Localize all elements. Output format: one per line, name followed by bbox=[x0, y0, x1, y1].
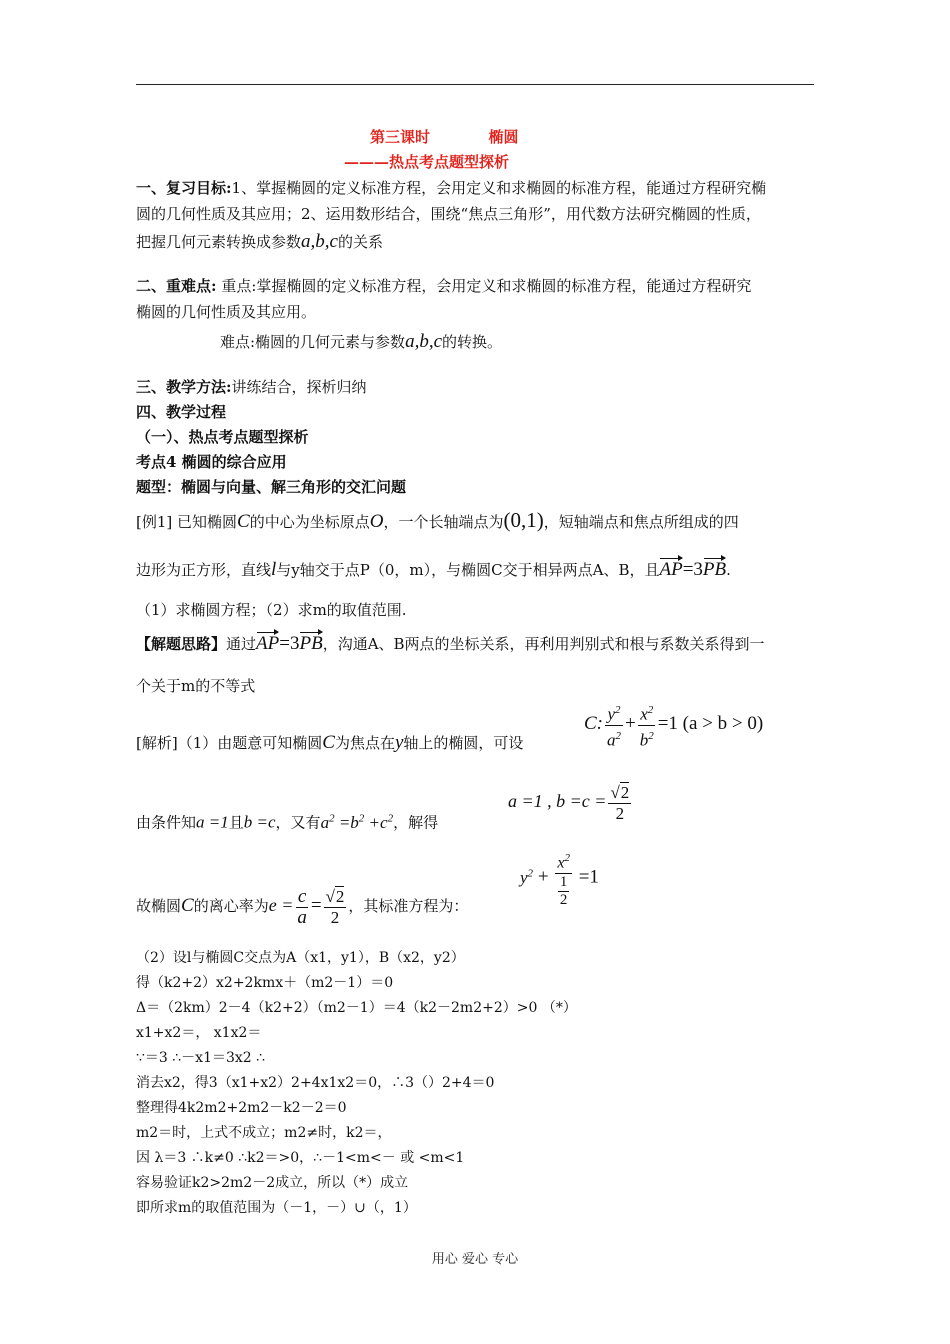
vector-PB-2: PB bbox=[299, 633, 323, 654]
thinking-label: 【解题思路】 bbox=[136, 635, 227, 653]
section2-text-3b: 的转换。 bbox=[442, 333, 503, 351]
part2-line: 容易验证k2>2m2－2成立，所以（*）成立 bbox=[136, 1175, 409, 1191]
eq-c-condition: =1 (a > b > 0) bbox=[657, 713, 764, 735]
part2-line: 得（k2+2）x2+2kmx＋（m2－1）＝0 bbox=[136, 975, 394, 991]
example-text-f: 与y轴交于点P（0，m），与椭圆C交于相异两点A、B，且 bbox=[276, 561, 660, 579]
param-abc-2: a,b,c bbox=[405, 331, 442, 352]
solution-text-c: 轴上的椭圆，可设 bbox=[403, 734, 524, 752]
frac-sqrt2-2-b: $\frac{√2}{2}$ bbox=[325, 886, 345, 927]
section2-text-3: 难点:椭圆的几何元素与参数 bbox=[220, 333, 406, 351]
param-abc: a,b,c bbox=[301, 231, 338, 252]
section2-text-1: 重点:掌握椭圆的定义标准方程，会用定义和求椭圆的标准方程，能通过方程研究 bbox=[221, 277, 752, 295]
section4-sub2: 考点4 椭圆的综合应用 bbox=[136, 453, 287, 471]
part2-line: 消去x2，得3（x1+x2）2+4x1x2＝0，∴3（）2+4＝0 bbox=[136, 1075, 495, 1091]
symbol-l: l bbox=[271, 559, 277, 580]
part2-line: 因 λ＝3 ∴k≠0 ∴k2＝>0，∴－1<m<－ 或 <m<1 bbox=[136, 1150, 465, 1166]
result-abc bbox=[508, 778, 633, 825]
part2-line: Δ＝（2km）2－4（k2+2）（m2－1）＝4（k2－2m2+2）>0 （*） bbox=[136, 1000, 577, 1016]
solution-text-e: 且 bbox=[228, 813, 244, 832]
page-footer: 用心 爱心 专心 bbox=[431, 1252, 519, 1267]
frac-c-a: $\frac{c}{a}$ bbox=[297, 885, 307, 928]
thinking-pre: 通过 bbox=[226, 635, 257, 653]
section1-label: 一、复习目标: bbox=[136, 179, 232, 197]
symbol-C-3: C bbox=[181, 895, 194, 916]
example-line3: （1）求椭圆方程；（2）求m的取值范围. bbox=[136, 601, 407, 619]
frac-x2-half: $x^2$ 1 2 bbox=[555, 848, 572, 909]
part2-line: 整理得4k2m2+2m2－k2－2＝0 bbox=[136, 1100, 347, 1116]
ellipse-equation: C: $\frac{y^2}{a^2}$ + $\frac{x^2}{b^2}$ =1 (a > b > 0) bbox=[584, 700, 763, 750]
vector-AP: AP bbox=[659, 559, 683, 580]
frac-y2-a2: $\frac{y^2}{a^2}$ bbox=[605, 700, 623, 750]
section1-text-3: 把握几何元素转换成参数 bbox=[136, 233, 302, 251]
solution-line1 bbox=[136, 733, 523, 753]
solution-text-i: 的离心率为 bbox=[193, 897, 269, 915]
section3-label: 三、教学方法: bbox=[136, 378, 232, 396]
section3-text: 讲练结合，探析归纳 bbox=[231, 378, 367, 396]
thinking-line1 bbox=[136, 634, 765, 654]
part2-line: m2＝时，上式不成立；m2≠时，k2＝， bbox=[136, 1125, 392, 1141]
section2-line1 bbox=[136, 276, 751, 296]
result-ab-text: a =1 , b =c = bbox=[508, 791, 607, 811]
example-text-a: [例1] 已知椭圆 bbox=[136, 513, 238, 531]
part2-line: 即所求m的取值范围为（－1，－）∪（，1） bbox=[136, 1200, 417, 1216]
equals-3-2: =3 bbox=[279, 633, 300, 654]
eq-e: e = bbox=[268, 895, 294, 915]
section4-sub3: 题型：椭圆与向量、解三角形的交汇问题 bbox=[136, 478, 407, 496]
example-text-e: 边形为正方形，直线 bbox=[136, 561, 272, 579]
frac-x2-b2: $\frac{x^2}{b^2}$ bbox=[638, 700, 656, 750]
symbol-y: y bbox=[394, 732, 404, 753]
section4-sub1: （一）、热点考点题型探析 bbox=[136, 428, 309, 446]
part2-line: x1+x2＝， x1x2＝ bbox=[136, 1025, 262, 1041]
std-equals-1: =1 bbox=[578, 866, 599, 888]
thinking-line2: 个关于m的不等式 bbox=[136, 677, 256, 695]
solution-text-g: ，解得 bbox=[393, 813, 439, 832]
thinking-post: ，沟通A、B两点的坐标关系，再利用判别式和根与系数关系得到一 bbox=[322, 635, 765, 653]
example-line2 bbox=[136, 560, 731, 580]
solution-text-f: ，又有 bbox=[275, 813, 321, 832]
section4-label: 四、教学过程 bbox=[136, 403, 227, 421]
solution-text-j: ，其标准方程为： bbox=[348, 897, 469, 915]
section1-line3 bbox=[136, 232, 383, 252]
section1-text-1: 1、掌握椭圆的定义标准方程，会用定义和求椭圆的标准方程，能通过方程研究椭 bbox=[231, 179, 767, 197]
example-text-c: ，一个长轴端点为 bbox=[383, 513, 504, 531]
lesson-title bbox=[370, 127, 519, 147]
part2-line: ∵＝3 ∴－x1＝3x2 ∴ bbox=[136, 1050, 266, 1066]
symbol-O: O bbox=[369, 511, 384, 532]
section1-text-3b: 的关系 bbox=[337, 233, 383, 251]
standard-equation bbox=[520, 848, 599, 909]
symbol-C-2: C bbox=[322, 732, 335, 753]
eq-a2-b2-c2: $a^2 =b^2 +c^2$ bbox=[320, 812, 394, 832]
point-0-1: (0,1) bbox=[503, 508, 544, 532]
section2-line2: 椭圆的几何性质及其应用。 bbox=[136, 303, 317, 321]
solution-line3: 故椭圆C的离心率为e = $\frac{c}{a}$ = $\frac{√2}{2}$ ，其标准方程为： bbox=[136, 885, 469, 928]
symbol-C: C bbox=[237, 511, 250, 532]
period: . bbox=[726, 561, 731, 579]
title-part-2: 椭圆 bbox=[488, 128, 519, 146]
section1-line1 bbox=[136, 178, 766, 198]
lesson-subtitle: ———热点考点题型探析 bbox=[344, 153, 510, 171]
solution-text-b: 为焦点在 bbox=[334, 734, 395, 752]
solution-text-h: 故椭圆 bbox=[136, 897, 182, 915]
section1-line2: 圆的几何性质及其应用；2、运用数形结合，围绕“焦点三角形”，用代数方法研究椭圆的性质， bbox=[136, 205, 761, 223]
example-text-d: ，短轴端点和焦点所组成的四 bbox=[543, 513, 739, 531]
solution-text-a: [解析]（1）由题意可知椭圆 bbox=[136, 734, 323, 752]
part2-line: （2）设l与椭圆C交点为A（x1，y1），B（x2，y2） bbox=[136, 950, 465, 966]
std-y2: $y^2$ bbox=[520, 867, 534, 887]
vector-PB: PB bbox=[702, 559, 727, 580]
section3-line bbox=[136, 377, 367, 397]
solution-text-d: 由条件知 bbox=[136, 813, 197, 832]
header-rule bbox=[136, 84, 814, 85]
eq-b-c: b =c bbox=[243, 812, 276, 832]
frac-sqrt2-2: $\frac{√2}{2}$ bbox=[610, 782, 630, 823]
eq-c-prefix: C: bbox=[584, 713, 603, 735]
vector-AP-2: AP bbox=[256, 633, 280, 654]
section2-line3 bbox=[220, 332, 502, 352]
equals-3: =3 bbox=[682, 559, 703, 580]
solution-line2 bbox=[136, 808, 438, 833]
eq-a-1: a =1 bbox=[196, 812, 229, 832]
example-line1 bbox=[136, 510, 739, 532]
example-text-b: 的中心为坐标原点 bbox=[249, 513, 370, 531]
title-part-1: 第三课时 bbox=[370, 128, 431, 146]
std-plus: + bbox=[537, 866, 549, 888]
section2-label: 二、重难点: bbox=[136, 277, 217, 295]
